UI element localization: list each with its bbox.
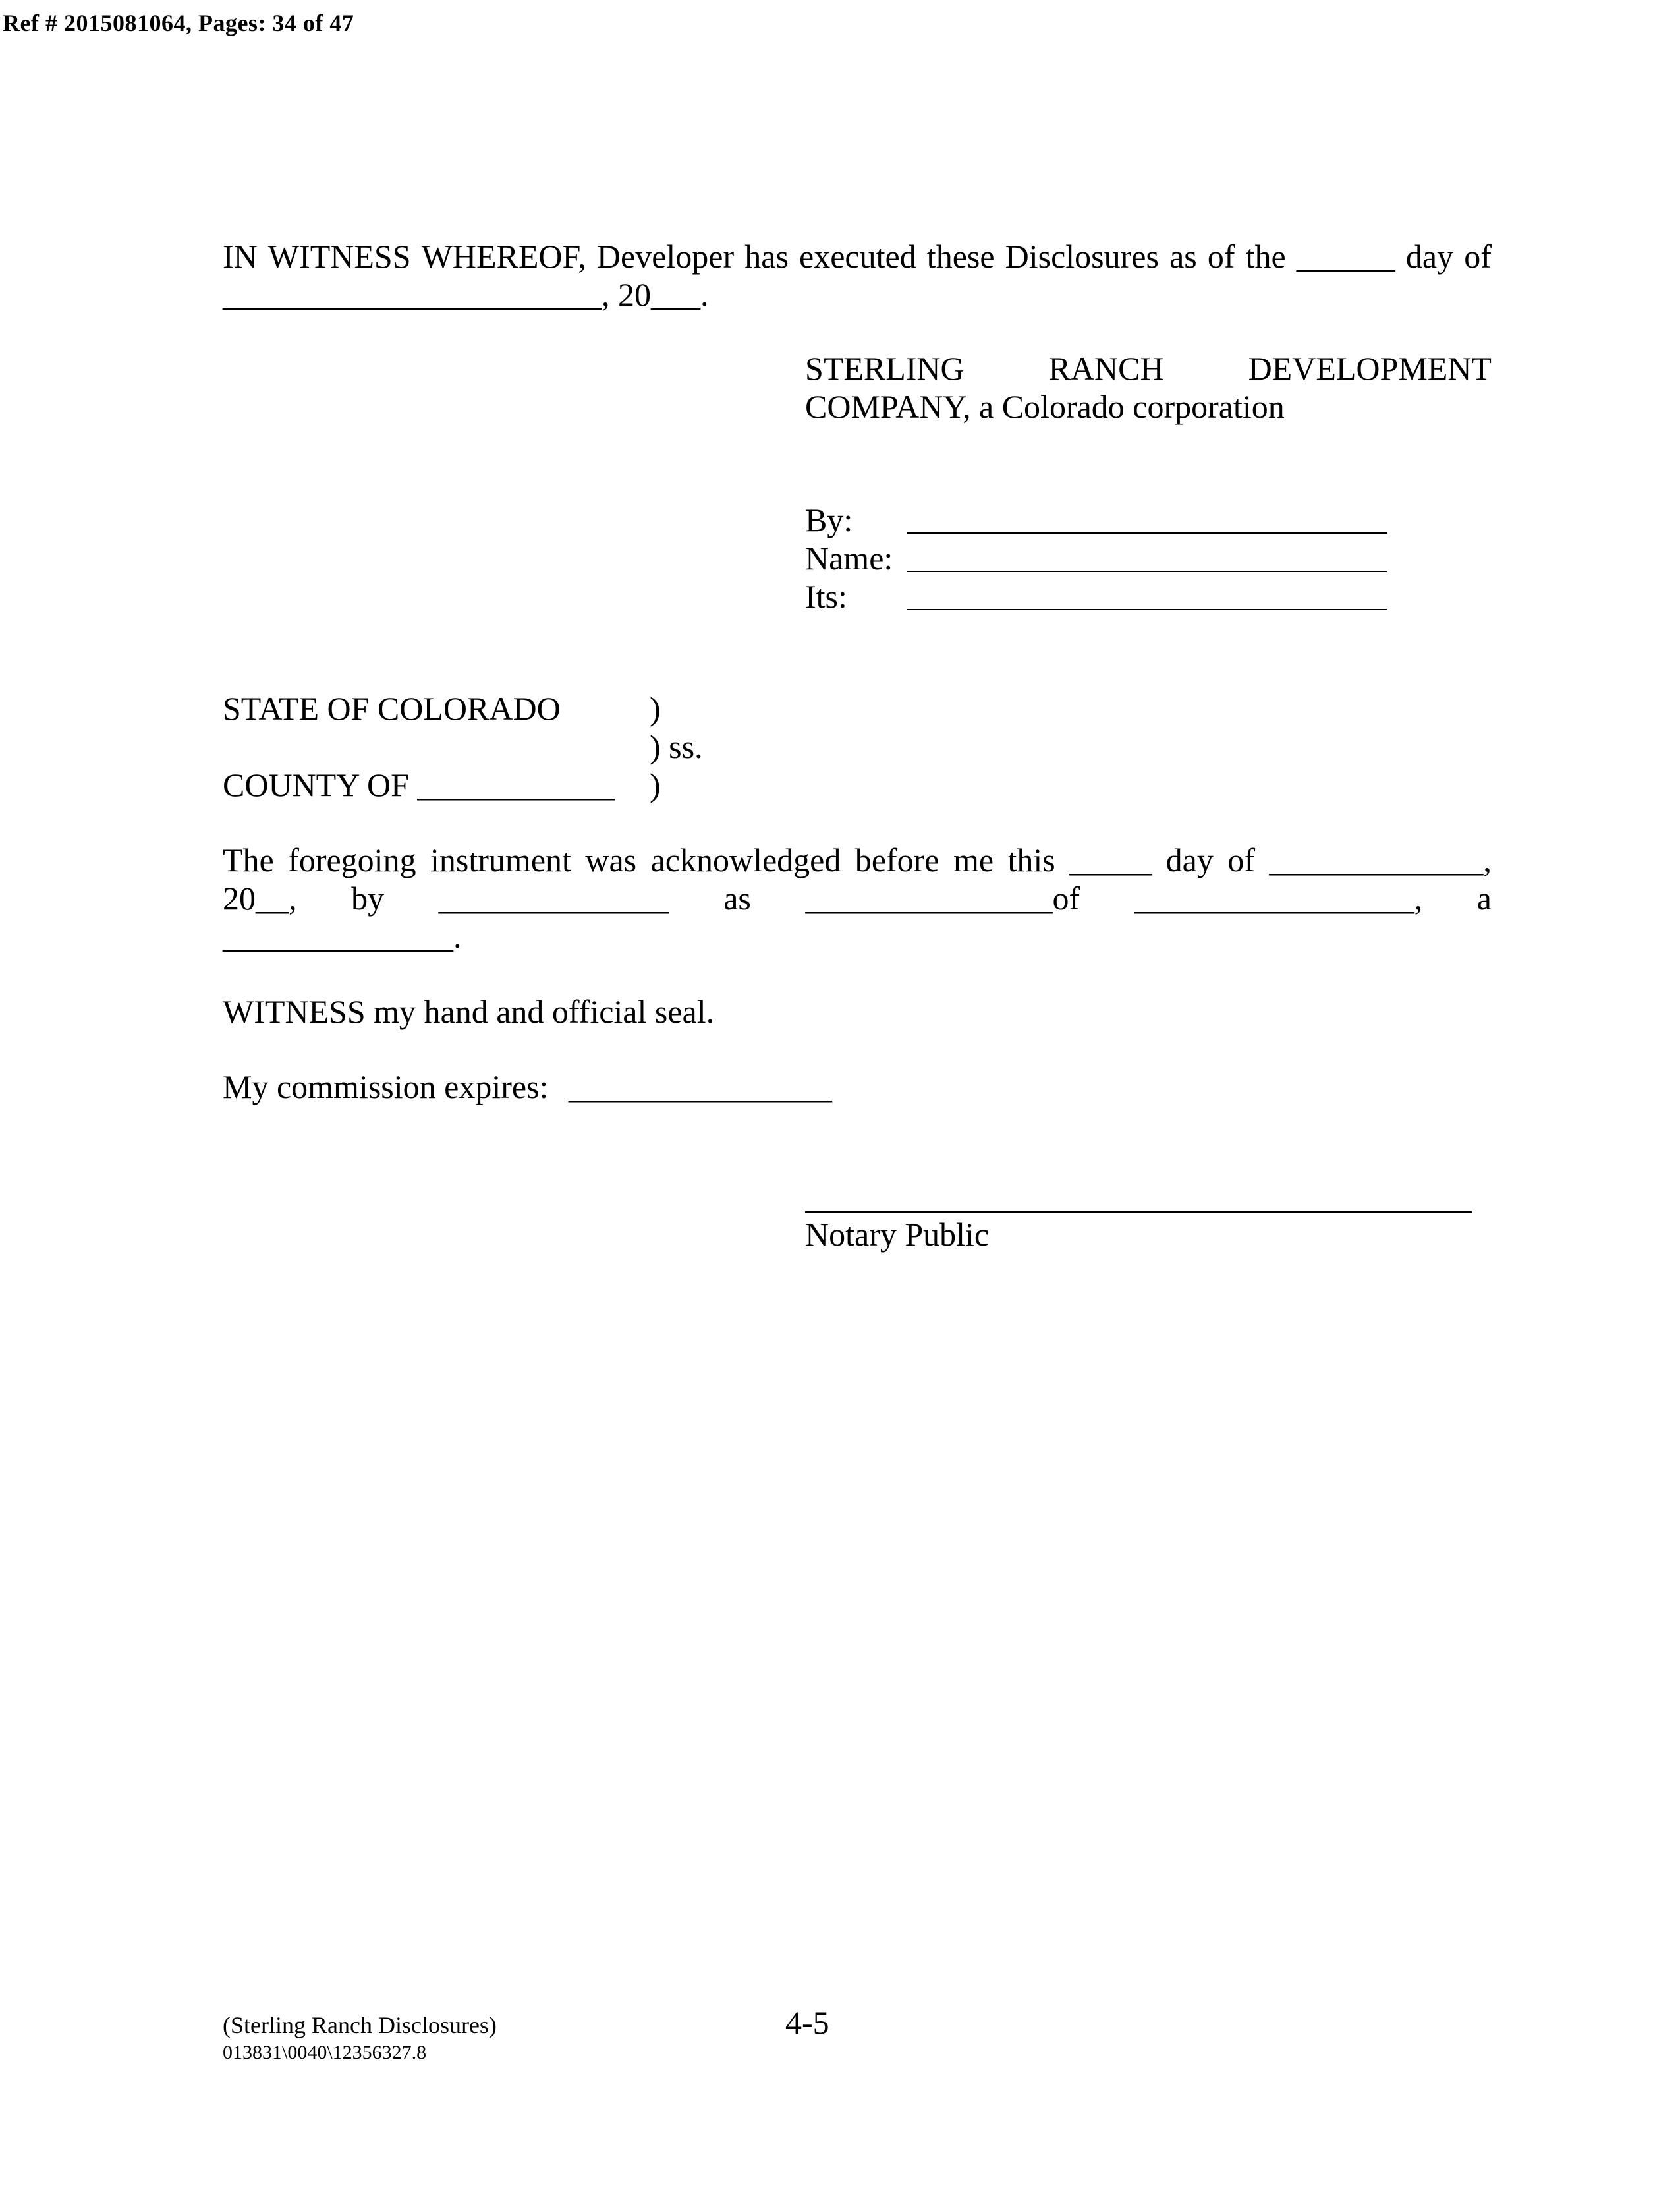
word: day [1405, 238, 1454, 275]
name-signature-line[interactable] [907, 571, 1387, 572]
word: acknowledged [650, 842, 841, 878]
word: of [1207, 238, 1235, 275]
word: foregoing [288, 842, 416, 878]
company-name-line-1 [805, 349, 1492, 388]
year-text: , 20___. [602, 276, 709, 313]
word: of [1464, 238, 1492, 275]
name-label: Name: [805, 540, 893, 577]
word: before [854, 842, 939, 878]
word: by [351, 880, 385, 917]
acknowledgment-line-2 [223, 879, 1492, 917]
commission-line [223, 1068, 832, 1106]
signer-name-blank[interactable]: ______________ [438, 880, 669, 917]
word: IN [223, 238, 258, 275]
its-signature-line[interactable] [907, 609, 1387, 610]
word: executed [799, 238, 916, 275]
footer-document-code: 013831\0040\12356327.8 [223, 2042, 427, 2063]
witness-seal-statement: WITNESS my hand and official seal. [223, 993, 715, 1030]
word: Developer [596, 238, 735, 275]
word: as [723, 880, 751, 917]
reference-header: Ref # 2015081064, Pages: 34 of 47 [3, 10, 354, 36]
word: instrument [430, 842, 571, 878]
its-label: Its: [805, 578, 847, 615]
word: these [926, 238, 995, 275]
word: me [953, 842, 994, 878]
word: The [223, 842, 274, 878]
acknowledgment-line-3[interactable]: ______________. [223, 918, 462, 955]
day-blank[interactable]: ______ [1296, 238, 1395, 275]
year-blank[interactable]: 20__, [223, 880, 297, 917]
signer-title-blank[interactable]: _______________of [805, 880, 1080, 917]
entity-blank[interactable]: _________________, [1134, 880, 1423, 917]
by-signature-line[interactable] [907, 532, 1387, 534]
company-name-line-2: COMPANY, a Colorado corporation [805, 388, 1285, 425]
word: the [1245, 238, 1286, 275]
footer-document-info [223, 2011, 497, 2067]
notary-signature-line[interactable] [805, 1211, 1472, 1213]
word: WITNESS [267, 238, 411, 275]
word: was [585, 842, 637, 878]
venue-paren-1: ) [650, 690, 661, 727]
day-blank[interactable]: _____ [1069, 842, 1152, 878]
word: STERLING [805, 350, 965, 387]
word: DEVELOPMENT [1248, 350, 1492, 387]
footer-document-name: (Sterling Ranch Disclosures) [223, 2012, 497, 2038]
venue-paren-3: ) [650, 766, 661, 803]
word: WHEREOF, [421, 238, 586, 275]
word: as [1169, 238, 1197, 275]
by-label: By: [805, 502, 853, 538]
county-venue[interactable]: COUNTY OF ____________ [223, 766, 615, 803]
witness-clause-line-2 [223, 275, 709, 314]
venue-ss: ) ss. [650, 728, 703, 765]
word: RANCH [1048, 350, 1164, 387]
acknowledgment-line-1 [223, 841, 1492, 879]
notary-public-label: Notary Public [805, 1216, 990, 1253]
word: has [744, 238, 789, 275]
witness-clause-line-1 [223, 237, 1492, 275]
word: of [1227, 842, 1255, 878]
commission-label: My commission expires: [223, 1068, 549, 1105]
page-number: 4-5 [785, 2004, 829, 2041]
word: day [1165, 842, 1214, 878]
word: a [1476, 880, 1492, 917]
month-blank[interactable]: _____________, [1269, 842, 1492, 878]
word: Disclosures [1005, 238, 1159, 275]
word: this [1007, 842, 1055, 878]
commission-blank[interactable]: ________________ [568, 1068, 832, 1105]
month-blank[interactable]: _______________________ [223, 276, 602, 313]
state-venue: STATE OF COLORADO [223, 690, 561, 727]
